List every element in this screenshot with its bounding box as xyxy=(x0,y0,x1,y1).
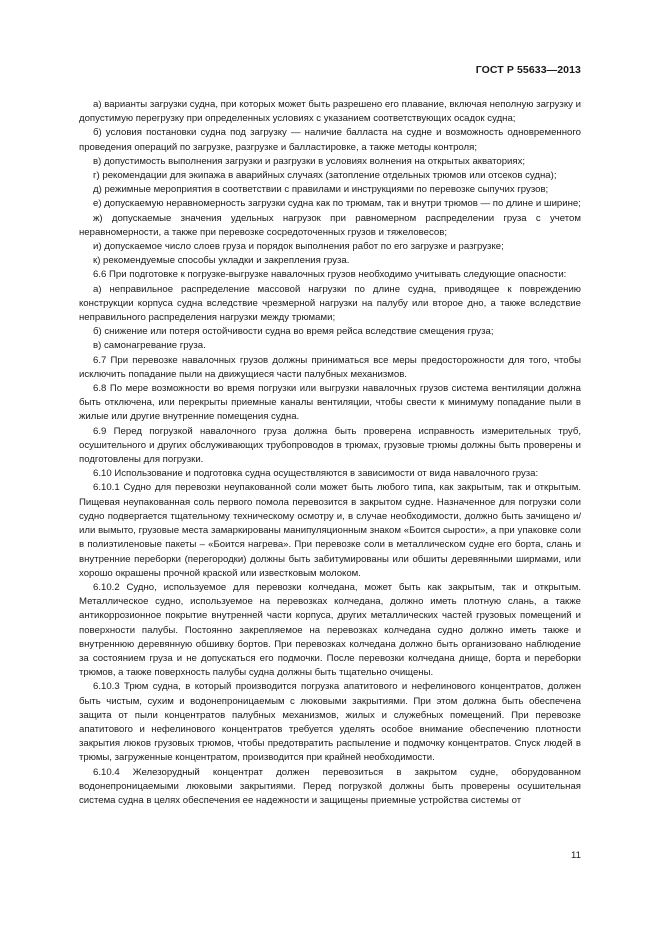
document-body xyxy=(79,98,581,808)
paragraph: и) допускаемое число слоев груза и порядок выполнения работ по его загрузке и разгрузке; xyxy=(93,241,504,253)
paragraph: а) варианты загрузки судна, при которых может быть разрешено его плавание, включая неполную загрузку и допустимую перегрузку при определенных условиях с указанием соответствующих осадок судна; xyxy=(79,99,581,125)
paragraph: б) снижение или потеря остойчивости судна во время рейса вследствие смещения груза; xyxy=(93,326,494,338)
paragraph: 6.6 При подготовке к погрузке-выгрузке навалочных грузов необходимо учитывать следующие опасности: xyxy=(93,269,567,281)
paragraph: в) самонагревание груза. xyxy=(93,340,206,352)
paragraph: 6.10.3 Трюм судна, в который производится погрузка апатитового и нефелинового концентратов, должен быть чистым, сухим и водонепроницаемым с люковыми закрытиями. При этом должна быть обеспечена защита от пыли концентратов палубных механизмов, жилых и служебных помещений. При перевозке апатитового и нефелинового концентратов требуется уделять особое внимание обеспечению плотности закрытия люков грузовых трюмов, чтобы предотвратить распыление и подмочку концентратов. Спуск людей в трюмы, загруженные концентратом, производится при крайней необходимости. xyxy=(79,681,581,764)
paragraph: д) режимные мероприятия в соответствии с правилами и инструкциями по перевозке сыпучих грузов; xyxy=(93,184,549,196)
paragraph: 6.8 По мере возможности во время погрузки или выгрузки навалочных грузов система вентиляции должна быть отключена, или перекрыты приемные каналы вентиляции, чтобы свести к минимуму попадание пыли в жилые или другие внутренние помещения судна. xyxy=(79,383,581,423)
paragraph: к) рекомендуемые способы укладки и закрепления груза. xyxy=(93,255,350,267)
document-header: ГОСТ Р 55633—2013 xyxy=(475,64,581,76)
paragraph: ж) допускаемые значения удельных нагрузок при равномерном распределении груза с учетом неравномерности, а также при перевозке сосредоточенных грузов и тяжеловесов; xyxy=(79,212,581,238)
paragraph: а) неправильное распределение массовой нагрузки по длине судна, приводящее к повреждению конструкции корпуса судна вследствие чрезмерной нагрузки на палубу или второе дно, а также вследствие неправильного распределения нагрузки между трюмами; xyxy=(79,283,581,324)
paragraph: 6.10 Использование и подготовка судна осуществляются в зависимости от вида навалочного груза: xyxy=(93,468,539,480)
paragraph: г) рекомендации для экипажа в аварийных случаях (затопление отдельных трюмов или отсеков судна); xyxy=(93,170,557,182)
paragraph: 6.10.2 Судно, используемое для перевозки колчедана, может быть как закрытым, так и открытым. Металлическое судно, используемое на перевозках колчедана, должно иметь плотную слань, а также антикоррозионное покрытие внутренней части корпуса, других металлических частей грузовых помещений и поверхности палубы. Постоянно закрепляемое на перевозках колчедана судно должно иметь также и внутреннюю деревянную обшивку бортов. При перевозках колчедана должно быть организовано наблюдение за состоянием груза и не допускаться его подмочки. После перевозки колчедана днище, борта и переборки трюмов, а также поверхность палубы судна должны быть тщательно очищены. xyxy=(79,581,581,679)
paragraph: 6.7 При перевозке навалочных грузов должны приниматься все меры предосторожности для того, чтобы исключить попадание пыли на движущиеся части палубных механизмов. xyxy=(79,354,581,380)
paragraph: б) условия постановки судна под загрузку — наличие балласта на судне и возможность одновременного проведения операций по загрузке, разгрузке и балластировке, а также методы контроля; xyxy=(79,127,581,153)
paragraph: 6.10.1 Судно для перевозки неупакованной соли может быть любого типа, как закрытым, так и открытым. Пищевая неупакованная соль первого помола перевозится в закрытом судне. Назначенное для погрузки соли судно подвергается тщательному техническому осмотру и, в случае необходимости, должно быть зачищено и/или вымыто, грузовые места замаркированы манипуляционным знаком «Боится сырости», а при упаковке соли в полиэтиленовые пакеты – «Боится нагрева». При перевозке соли в металлическом судне его борта, слань и внутренние переборки (перегородки) должны быть забитумированы или обшиты деревянными ширмами, или хорошо окрашены прочной краской или известковым молоком. xyxy=(79,482,581,579)
paragraph: е) допускаемую неравномерность загрузки судна как по трюмам, так и внутри трюмов — по длине и ширине; xyxy=(93,198,581,210)
page-number: 11 xyxy=(571,850,581,861)
paragraph: 6.9 Перед погрузкой навалочного груза должна быть проверена исправность измерительных труб, осушительного и других обслуживающих трубопроводов в трюмах, грузовые трюмы должны быть проверены и подготовлены для погрузки. xyxy=(79,425,581,466)
paragraph: в) допустимость выполнения загрузки и разгрузки в условиях волнения на открытых акваториях; xyxy=(93,155,526,167)
paragraph: 6.10.4 Железорудный концентрат должен перевозиться в закрытом судне, оборудованном водонепроницаемыми люковыми закрытиями. Перед погрузкой должны быть проверены осушительная система судна в целях обеспечения ее надежности и защищены приемные устройства системы от xyxy=(79,766,581,806)
